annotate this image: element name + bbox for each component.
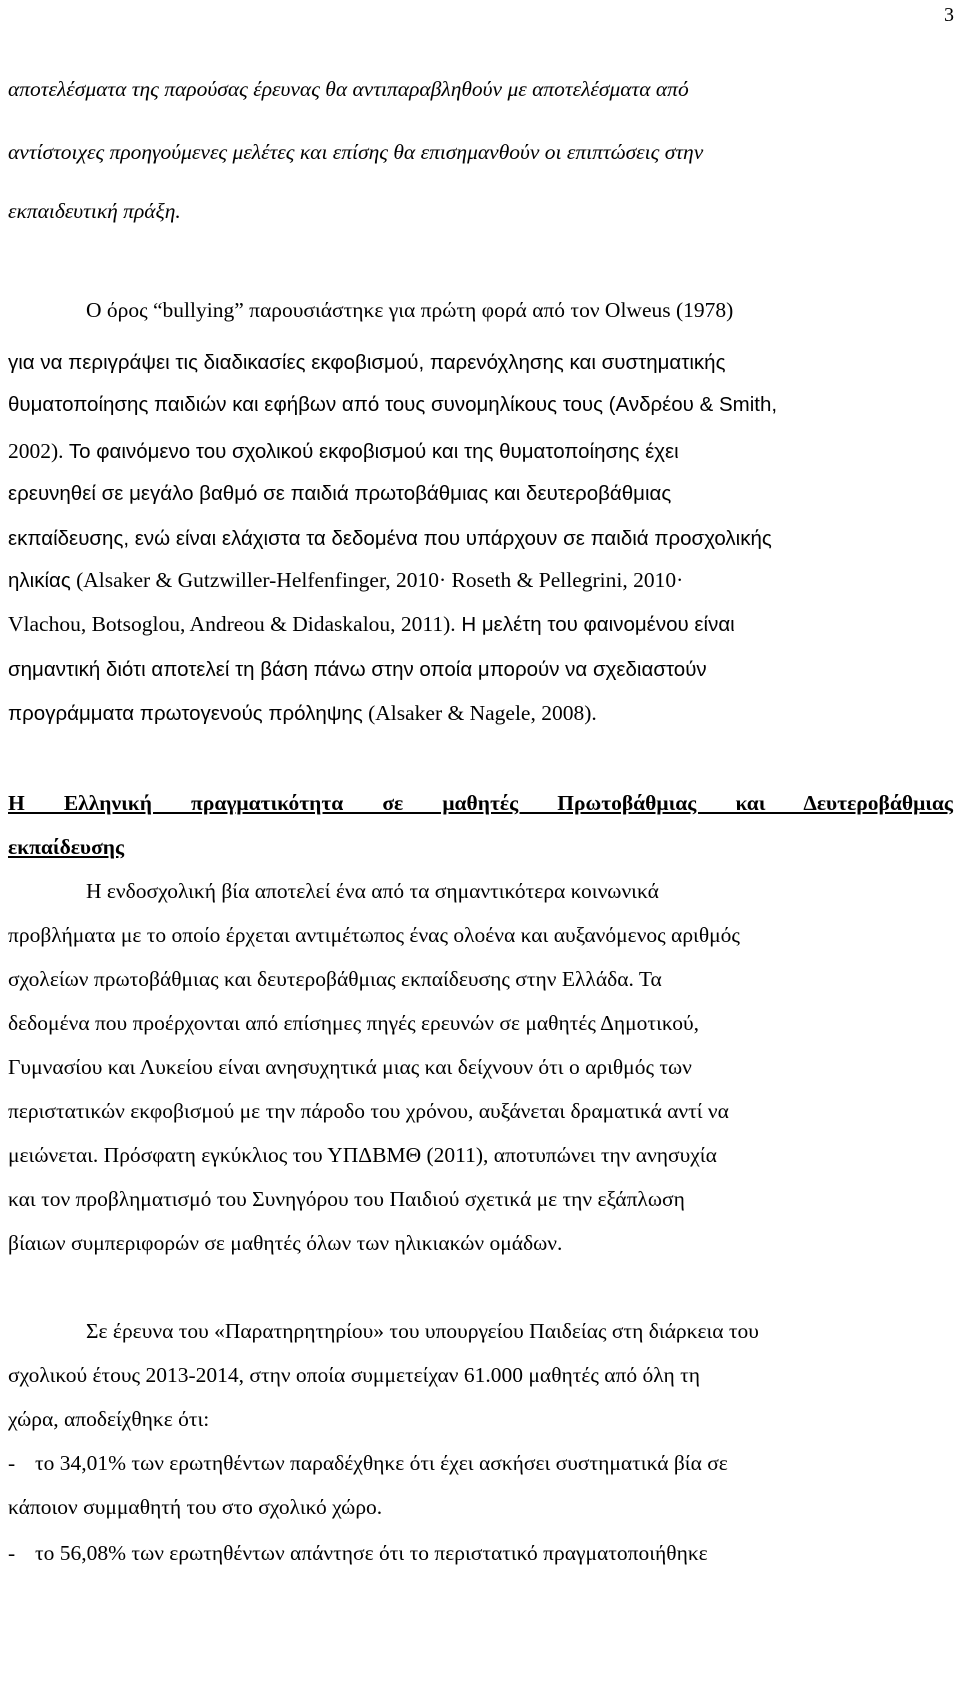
- text-segment: Η μελέτη του φαινομένου είναι: [455, 613, 735, 636]
- text-line: ερευνηθεί σε μεγάλο βαθμό σε παιδιά πρωτοβάθμιας και δευτεροβάθμιας: [8, 482, 672, 505]
- text-line: βίαιων συμπεριφορών σε μαθητές όλων των ηλικιακών ομάδων.: [8, 1231, 563, 1255]
- text-line: αποτελέσματα της παρούσας έρευνας θα αντιπαραβληθούν με αποτελέσματα από: [8, 77, 689, 101]
- text-line: εκπαιδευτική πράξη.: [8, 199, 181, 223]
- heading-line: Η Ελληνική πραγματικότητα σε μαθητές Πρωτοβάθμιας και Δευτεροβάθμιας: [8, 791, 953, 815]
- text-line: αντίστοιχες προηγούμενες μελέτες και επίσης θα επισημανθούν οι επιπτώσεις στην: [8, 140, 704, 164]
- list-dash: -: [8, 1451, 16, 1475]
- list-dash: -: [8, 1541, 16, 1565]
- text-line: δεδομένα που προέρχονται από επίσημες πηγές ερευνών σε μαθητές Δημοτικού,: [8, 1011, 699, 1035]
- text-line: Γυμνασίου και Λυκείου είναι ανησυχητικά μιας και δείχνουν ότι ο αριθμός των: [8, 1055, 692, 1079]
- text-line: Σε έρευνα του «Παρατηρητηρίου» του υπουργείου Παιδείας στη διάρκεια του: [86, 1319, 759, 1343]
- text-segment: Vlachou, Botsoglou, Andreou & Didaskalou, 2011).: [8, 612, 456, 636]
- text-segment: (Alsaker & Gutzwiller-Helfenfinger, 2010· Roseth & Pellegrini, 2010·: [70, 568, 684, 592]
- text-line: σημαντική διότι αποτελεί τη βάση πάνω στην οποία μπορούν να σχεδιαστούν: [8, 658, 707, 681]
- text-line: μειώνεται. Πρόσφατη εγκύκλιος του ΥΠΔΒΜΘ (2011), αποτυπώνει την ανησυχία: [8, 1143, 717, 1167]
- text-line: για να περιγράψει τις διαδικασίες εκφοβισμού, παρενόχλησης και συστηματικής: [8, 351, 726, 374]
- text-segment: Το φαινόμενο του σχολικού εκφοβισμού και της θυματοποίησης έχει: [63, 440, 679, 463]
- text-line: προβλήματα με το οποίο έρχεται αντιμέτωπος ένας ολοένα και αυξανόμενος αριθμός: [8, 923, 740, 947]
- text-line: [8, 441, 679, 463]
- text-line: περιστατικών εκφοβισμού με την πάροδο του χρόνου, αυξάνεται δραματικά αντί να: [8, 1099, 729, 1123]
- text-segment: (Alsaker & Nagele, 2008).: [362, 701, 597, 725]
- text-line: και τον προβληματισμό του Συνηγόρου του Παιδιού σχετικά με την εξάπλωση: [8, 1187, 685, 1211]
- text-line: κάποιον συμμαθητή του στο σχολικό χώρο.: [8, 1495, 383, 1519]
- text-segment: ηλικίας: [8, 569, 71, 592]
- text-line: [8, 703, 597, 725]
- text-line: [8, 614, 735, 636]
- page-number: 3: [944, 4, 954, 26]
- text-line: το 56,08% των ερωτηθέντων απάντησε ότι το περιστατικό πραγματοποιήθηκε: [35, 1541, 708, 1565]
- text-segment: προγράμματα πρωτογενούς πρόληψης: [8, 702, 363, 725]
- text-line: Ο όρος “bullying” παρουσιάστηκε για πρώτη φορά από τον Olweus (1978): [86, 298, 734, 322]
- text-line: εκπαίδευσης, ενώ είναι ελάχιστα τα δεδομένα που υπάρχουν σε παιδιά προσχολικής: [8, 527, 772, 550]
- heading-line: εκπαίδευσης: [8, 835, 125, 859]
- text-line: σχολείων πρωτοβάθμιας και δευτεροβάθμιας εκπαίδευσης στην Ελλάδα. Τα: [8, 967, 662, 991]
- text-line: Η ενδοσχολική βία αποτελεί ένα από τα σημαντικότερα κοινωνικά: [86, 879, 659, 903]
- text-line: [8, 570, 683, 592]
- text-segment: 2002).: [8, 439, 64, 463]
- text-line: χώρα, αποδείχθηκε ότι:: [8, 1407, 210, 1431]
- text-line: το 34,01% των ερωτηθέντων παραδέχθηκε ότι έχει ασκήσει συστηματικά βία σε: [35, 1451, 728, 1475]
- text-line: θυματοποίησης παιδιών και εφήβων από τους συνομηλίκους τους (Ανδρέου & Smith,: [8, 393, 778, 416]
- text-line: σχολικού έτους 2013-2014, στην οποία συμμετείχαν 61.000 μαθητές από όλη τη: [8, 1363, 701, 1387]
